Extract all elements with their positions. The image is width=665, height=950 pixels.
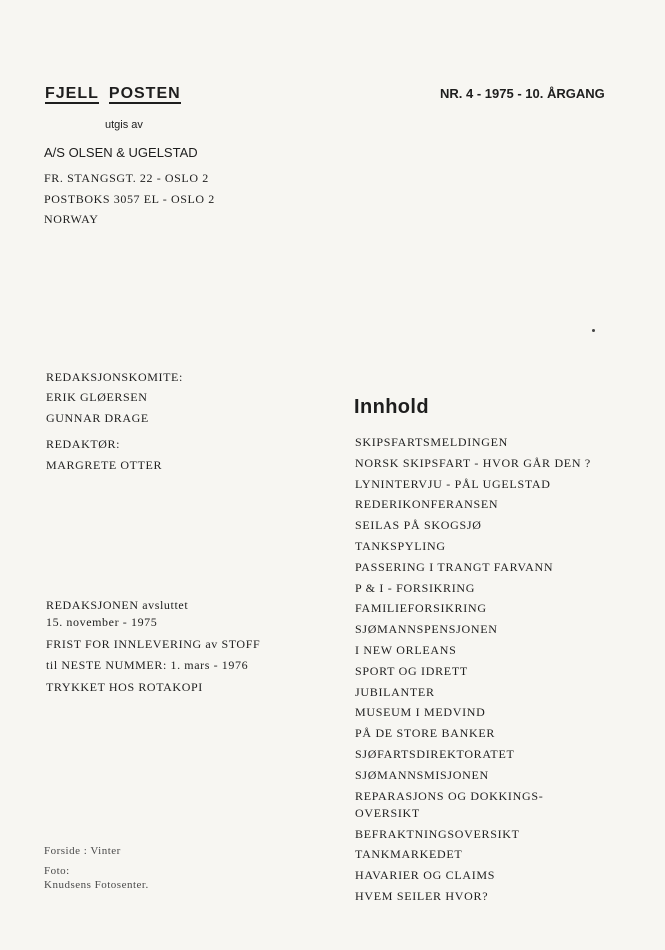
publisher-company: A/S OLSEN & UGELSTAD	[44, 145, 198, 160]
toc-item: PÅ DE STORE BANKER	[355, 726, 496, 741]
toc-item: FAMILIEFORSIKRING	[355, 601, 487, 616]
toc-title: Innhold	[354, 396, 429, 418]
toc-item: TANKMARKEDET	[355, 847, 463, 862]
committee-label: REDAKSJONSKOMITE:	[46, 370, 183, 384]
deadline-line: REDAKSJONEN avsluttet	[46, 598, 189, 612]
masthead-word-fjell: FJELL	[45, 85, 99, 102]
ink-speck	[592, 329, 595, 332]
editor-name: MARGRETE OTTER	[46, 458, 163, 472]
toc-item: SEILAS PÅ SKOGSJØ	[355, 518, 482, 533]
editor-label: REDAKTØR:	[46, 437, 121, 451]
toc-item: I NEW ORLEANS	[355, 642, 457, 657]
toc-item: TANKSPYLING	[355, 538, 446, 553]
masthead-word-posten: POSTEN	[108, 85, 181, 102]
toc-item: BEFRAKTNINGSOVERSIKT	[355, 826, 520, 841]
toc-item: SJØFARTSDIREKTORATET	[355, 746, 515, 761]
committee-member: ERIK GLØERSEN	[46, 390, 148, 404]
toc-item: MUSEUM I MEDVIND	[355, 705, 486, 720]
toc-item: SKIPSFARTSMELDINGEN	[355, 435, 509, 449]
toc-item: REDERIKONFERANSEN	[355, 497, 499, 512]
table-of-contents	[355, 432, 591, 907]
published-by-label: utgis av	[105, 119, 143, 131]
toc-item: HVEM SEILER HVOR?	[355, 888, 489, 903]
issue-number: NR. 4 - 1975 - 10. ÅRGANG	[440, 86, 605, 101]
photo-credit: Knudsens Fotosenter.	[44, 879, 149, 891]
printer-line: TRYKKET HOS ROTAKOPI	[46, 680, 203, 694]
committee-member: GUNNAR DRAGE	[46, 411, 149, 425]
toc-item: P & I - FORSIKRING	[355, 580, 476, 595]
deadline-line: 15. november - 1975	[46, 615, 158, 629]
toc-item: SPORT OG IDRETT	[355, 663, 468, 678]
toc-item: SJØMANNSMISJONEN	[355, 767, 489, 782]
publisher-address-1: FR. STANGSGT. 22 - OSLO 2	[44, 171, 209, 185]
publisher-address-2: POSTBOKS 3057 EL - OSLO 2	[44, 192, 215, 206]
toc-item: PASSERING I TRANGT FARVANN	[355, 559, 554, 574]
photo-credit-label: Foto:	[44, 865, 70, 877]
deadline-line: FRIST FOR INNLEVERING av STOFF	[46, 637, 261, 651]
toc-item: JUBILANTER	[355, 684, 435, 699]
toc-item: LYNINTERVJU - PÅL UGELSTAD	[355, 476, 551, 491]
deadline-line: til NESTE NUMMER: 1. mars - 1976	[46, 658, 249, 672]
publisher-country: NORWAY	[44, 212, 99, 226]
toc-item: NORSK SKIPSFART - HVOR GÅR DEN ?	[355, 455, 591, 470]
cover-credit: Forside : Vinter	[44, 845, 121, 857]
masthead-logo	[45, 85, 181, 103]
toc-item: SJØMANNSPENSJONEN	[355, 622, 498, 637]
toc-item: HAVARIER OG CLAIMS	[355, 868, 496, 883]
toc-item: REPARASJONS OG DOKKINGS- OVERSIKT	[355, 788, 544, 820]
